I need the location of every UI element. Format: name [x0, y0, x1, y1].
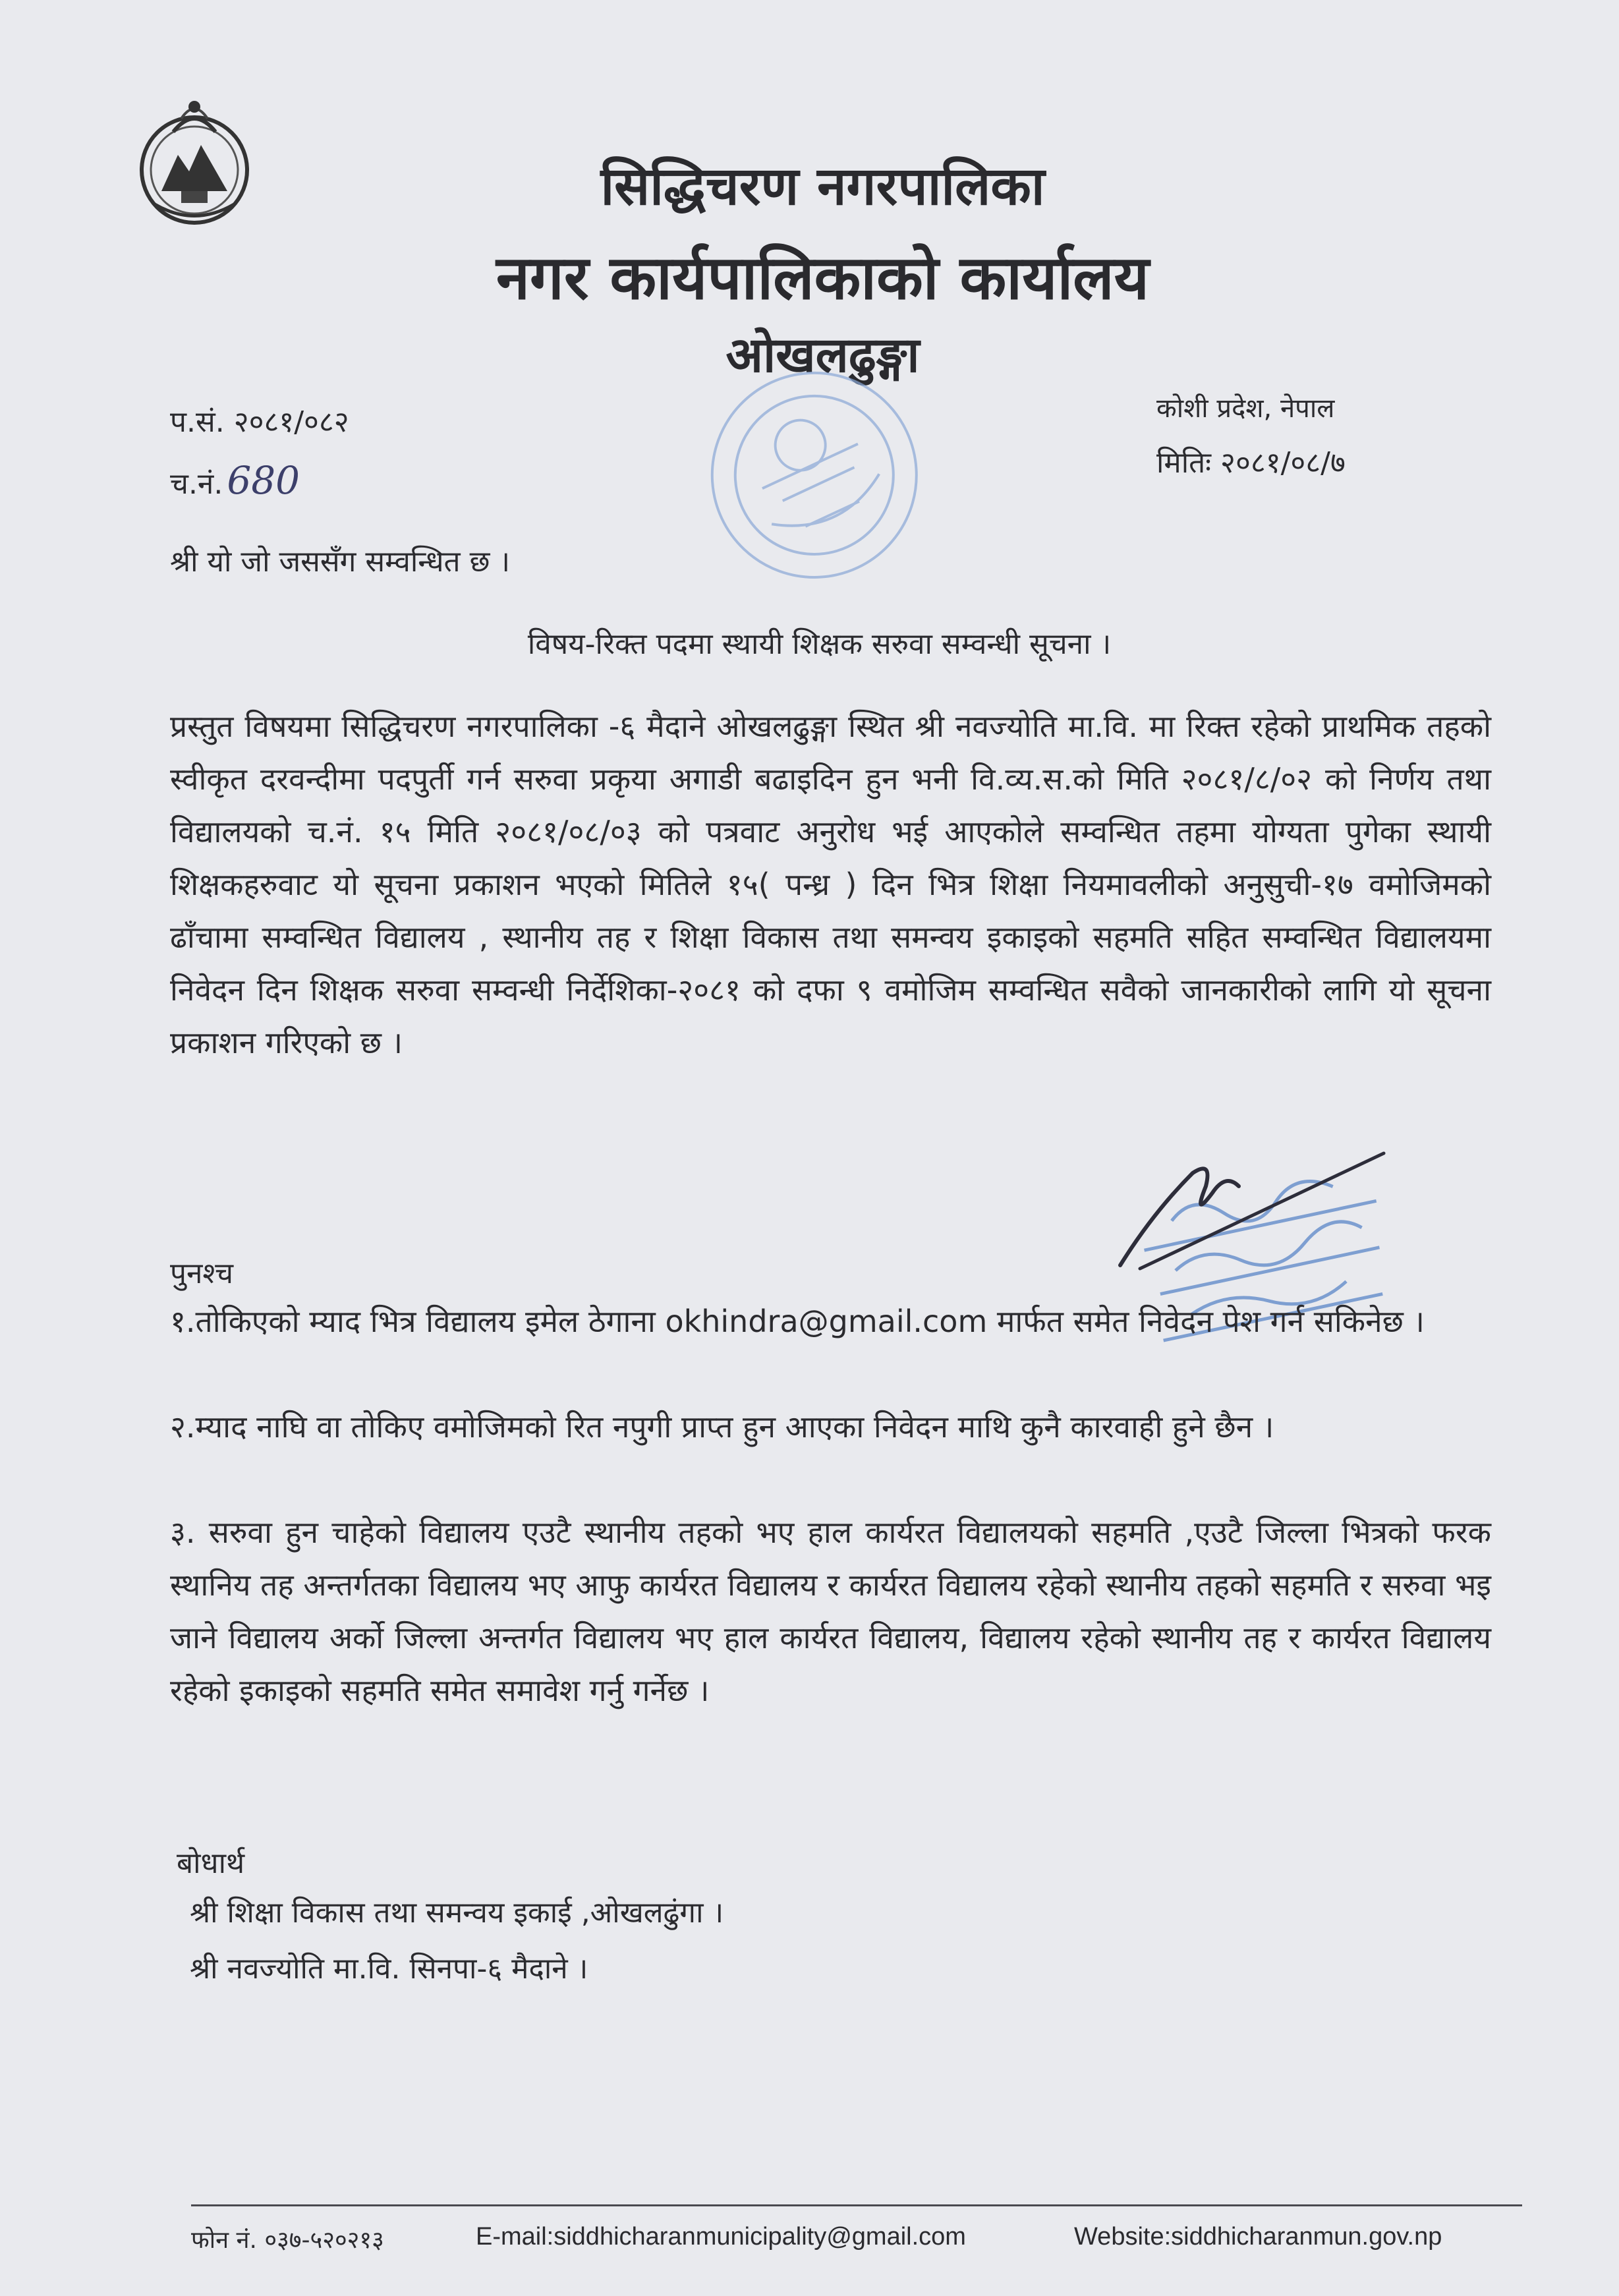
reference-number: प.सं. २०८१/०८२: [170, 405, 349, 439]
district-name: ओखलढुङ्गा: [725, 327, 920, 384]
letter-date: मितिः २०८१/०८/७: [1156, 446, 1346, 480]
subject-line: विषय-रिक्त पदमा स्थायी शिक्षक सरुवा सम्वन्धी सूचना ।: [527, 627, 1112, 661]
officer-signature: [1114, 1147, 1390, 1278]
office-name: नगर कार्यपालिकाको कार्यालय: [496, 243, 1150, 313]
municipality-name: सिद्धिचरण नगरपालिका: [600, 156, 1045, 217]
postscript-item-2: २.म्याद नाघि वा तोकिए वमोजिमको रित नपुगी प्राप्त हुन आएका निवेदन माथि कुनै कारवाही हुने छैन ।: [170, 1409, 1274, 1445]
footer-website[interactable]: Website:siddhicharanmun.gov.np: [1074, 2223, 1442, 2251]
province-label: कोशी प्रदेश, नेपाल: [1156, 393, 1335, 424]
footer-email[interactable]: E-mail:siddhicharanmunicipality@gmail.com: [476, 2223, 966, 2251]
cc-recipient-1: श्री शिक्षा विकास तथा समन्वय इकाई ,ओखलढुंगा ।: [190, 1896, 724, 1930]
footer-divider: [191, 2204, 1522, 2206]
dispatch-number-row: [170, 458, 300, 503]
cc-title: बोधार्थ: [177, 1847, 245, 1880]
footer-phone: फोन नं. ०३७-५२०२१३: [191, 2227, 384, 2254]
addressee-line: श्री यो जो जससँग सम्वन्धित छ ।: [170, 545, 511, 579]
dispatch-number-label: च.नं.: [170, 467, 223, 501]
office-stamp: [679, 349, 955, 613]
postscript-item-3: ३. सरुवा हुन चाहेको विद्यालय एउटै स्थानीय तहको भए हाल कार्यरत विद्यालयको सहमति ,एउटै जिल्ला भित्रको फरक स्थानिय तह अन्तर्गतका विद्यालय भए आफु कार्यरत विद्यालय र कार्यरत विद्यालय रहेको स्थानीय तहको सहमति र सरुवा भइ जाने विद्यालय अर्को जिल्ला अन्तर्गत विद्यालय भए हाल कार्यरत विद्यालय, विद्यालय रहेको स्थानीय तह र कार्यरत विद्यालय रहेको इकाइको सहमति समेत समावेश गर्नु गर्नेछ ।: [170, 1514, 1491, 1708]
dispatch-number-value: 680: [227, 458, 300, 503]
cc-recipient-2: श्री नवज्योति मा.वि. सिनपा-६ मैदाने ।: [190, 1952, 588, 1986]
notice-body: प्रस्तुत विषयमा सिद्धिचरण नगरपालिका -६ मैदाने ओखलढुङ्गा स्थित श्री नवज्योति मा.वि. मा रिक्त रहेको प्राथमिक तहको स्वीकृत दरवन्दीमा पदपुर्ती गर्न सरुवा प्रकृया अगाडी बढाइदिन हुन भनी वि.व्य.स.को मिति २०८१/८/०२ को निर्णय तथा विद्यालयको च.नं. १५ मिति २०८१/०८/०३ को पत्रवाट अनुरोध भई आएकोले सम्वन्धित तहमा योग्यता पुगेका स्थायी शिक्षकहरुवाट यो सूचना प्रकाशन भएको मितिले १५( पन्ध्र ) दिन भित्र शिक्षा नियमावलीको अनुसुची-१७ वमोजिमको ढाँचामा सम्वन्धित विद्यालय , स्थानीय तह र शिक्षा विकास तथा समन्वय इकाइको सहमति सहित सम्वन्धित विद्यालयमा निवेदन दिन शिक्षक सरुवा सम्वन्धी निर्देशिका-२०८१ को दफा ९ वमोजिम सम्वन्धित सवैको जानकारीको लागि यो सूचना प्रकाशन गरिएको छ ।: [170, 708, 1491, 1060]
postscript-title: पुनश्च: [170, 1257, 234, 1290]
postscript-item-1: १.तोकिएको म्याद भित्र विद्यालय इमेल ठेगाना okhindra@gmail.com मार्फत समेत निवेदन पेश गर्न सकिनेछ ।: [170, 1304, 1425, 1339]
